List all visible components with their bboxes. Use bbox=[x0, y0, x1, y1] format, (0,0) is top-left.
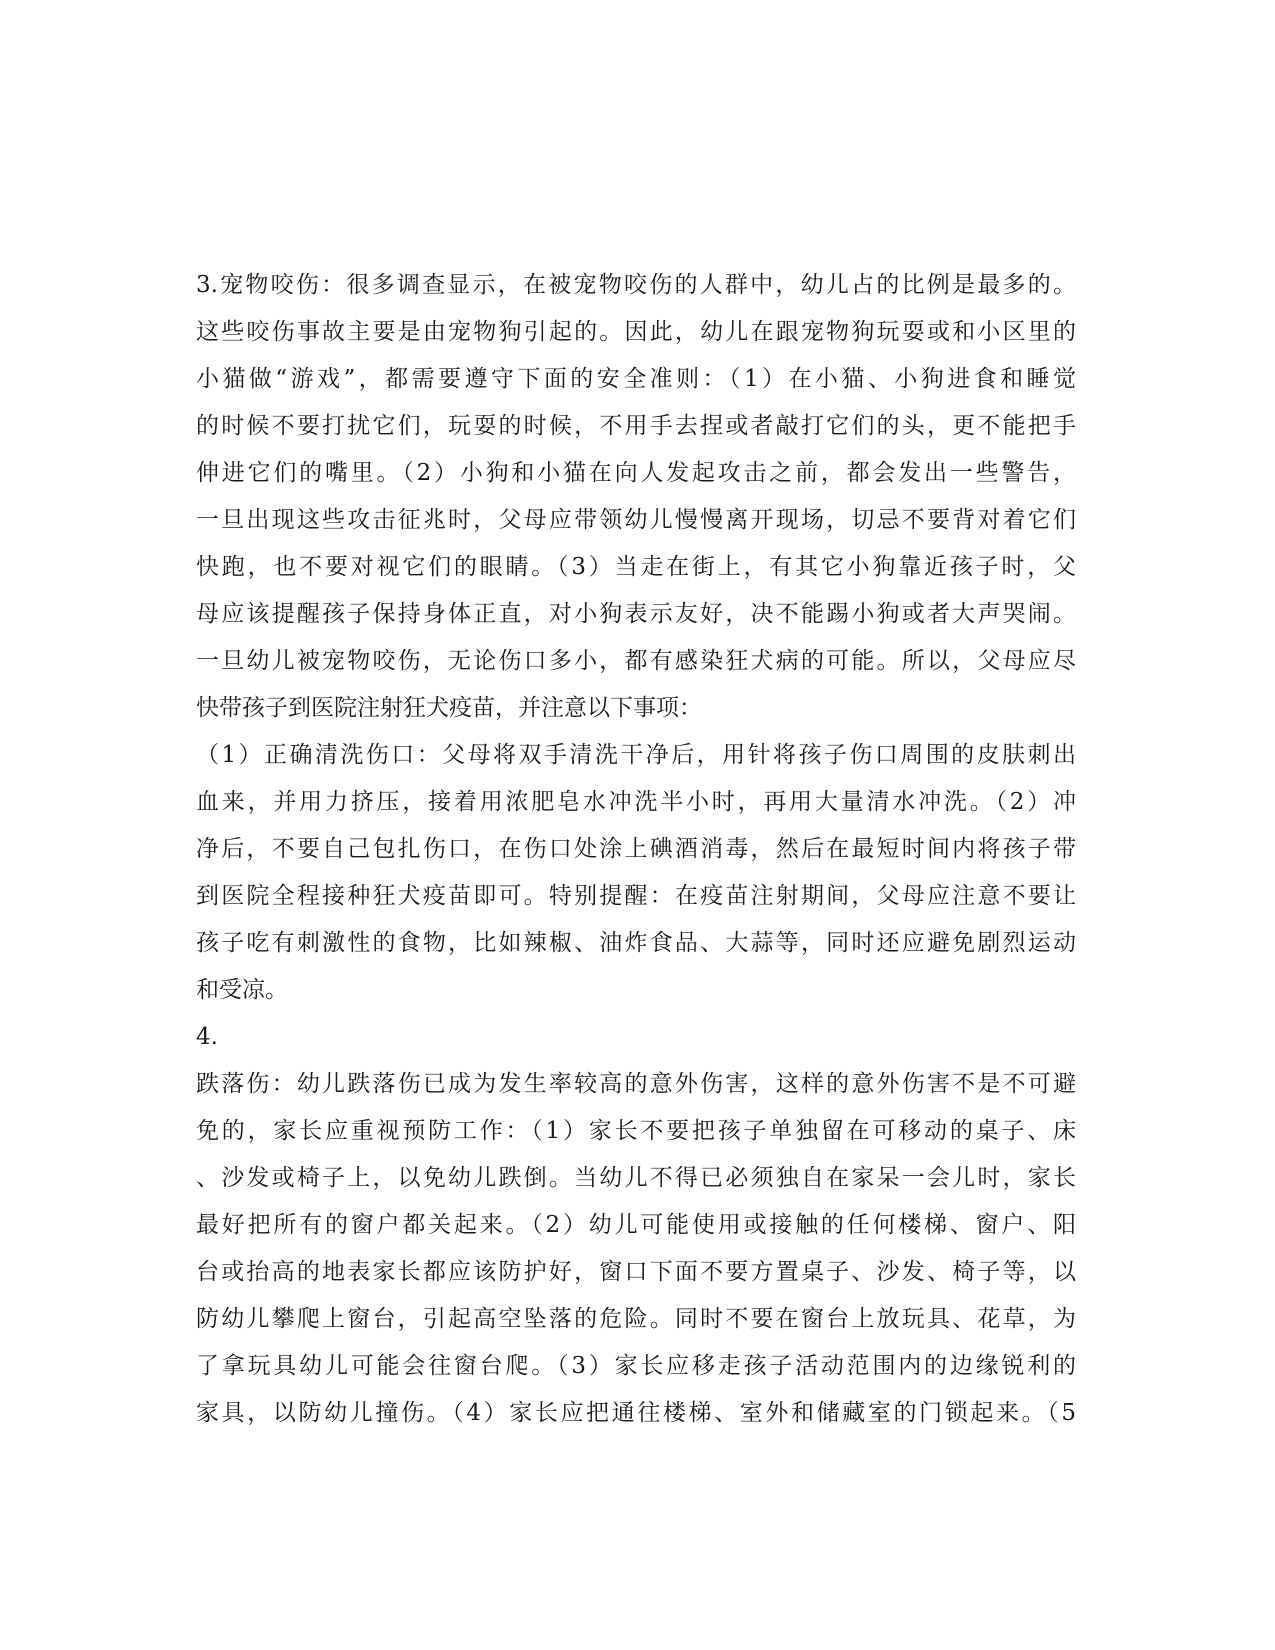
text-line: 3.宠物咬伤：很多调查显示，在被宠物咬伤的人群中，幼儿占的比例是最多的。 bbox=[196, 272, 1076, 298]
text-line: 、沙发或椅子上，以免幼儿跌倒。当幼儿不得已必须独自在家呆一会儿时，家长 bbox=[196, 1165, 1076, 1191]
text-line: 台或抬高的地表家长都应该防护好，窗口下面不要方置桌子、沙发、椅子等，以 bbox=[196, 1259, 1076, 1285]
text-line: 一旦出现这些攻击征兆时，父母应带领幼儿慢慢离开现场，切忌不要背对着它们 bbox=[196, 507, 1076, 533]
text-line: 母应该提醒孩子保持身体正直，对小狗表示友好，决不能踢小狗或者大声哭闹。 bbox=[196, 601, 1076, 627]
text-line: （1）正确清洗伤口：父母将双手清洗干净后，用针将孩子伤口周围的皮肤刺出 bbox=[196, 742, 1076, 768]
text-line: 跌落伤：幼儿跌落伤已成为发生率较高的意外伤害，这样的意外伤害不是不可避 bbox=[196, 1071, 1076, 1097]
text-line: 到医院全程接种狂犬疫苗即可。特别提醒：在疫苗注射期间，父母应注意不要让 bbox=[196, 883, 1076, 909]
text-line: 了拿玩具幼儿可能会往窗台爬。（3）家长应移走孩子活动范围内的边缘锐利的 bbox=[196, 1353, 1076, 1379]
text-line: 这些咬伤事故主要是由宠物狗引起的。因此，幼儿在跟宠物狗玩耍或和小区里的 bbox=[196, 319, 1076, 345]
text-line: 和受凉。 bbox=[196, 977, 288, 1003]
text-line: 血来，并用力挤压，接着用浓肥皂水冲洗半小时，再用大量清水冲洗。（2）冲 bbox=[196, 789, 1076, 815]
text-line: 小猫做“游戏”，都需要遵守下面的安全准则：（1）在小猫、小狗进食和睡觉 bbox=[196, 366, 1076, 392]
text-line: 快带孩子到医院注射狂犬疫苗，并注意以下事项： bbox=[196, 695, 702, 721]
text-line: 最好把所有的窗户都关起来。（2）幼儿可能使用或接触的任何楼梯、窗户、阳 bbox=[196, 1212, 1076, 1238]
text-line: 孩子吃有刺激性的食物，比如辣椒、油炸食品、大蒜等，同时还应避免剧烈运动 bbox=[196, 930, 1076, 956]
text-line: 防幼儿攀爬上窗台，引起高空坠落的危险。同时不要在窗台上放玩具、花草，为 bbox=[196, 1306, 1076, 1332]
text-line: 免的，家长应重视预防工作：（1）家长不要把孩子单独留在可移动的桌子、床 bbox=[196, 1118, 1076, 1144]
text-line: 的时候不要打扰它们，玩耍的时候，不用手去捏或者敲打它们的头，更不能把手 bbox=[196, 413, 1076, 439]
text-line: 伸进它们的嘴里。（2）小狗和小猫在向人发起攻击之前，都会发出一些警告， bbox=[196, 460, 1076, 486]
body-text bbox=[196, 262, 1076, 1437]
text-line: 净后，不要自己包扎伤口，在伤口处涂上碘酒消毒，然后在最短时间内将孩子带 bbox=[196, 836, 1076, 862]
section-number: 4. bbox=[196, 1024, 218, 1050]
text-line: 家具，以防幼儿撞伤。（4）家长应把通往楼梯、室外和储藏室的门锁起来。（5 bbox=[196, 1400, 1076, 1426]
text-line: 快跑，也不要对视它们的眼睛。（3）当走在街上，有其它小狗靠近孩子时，父 bbox=[196, 554, 1076, 580]
text-line: 一旦幼儿被宠物咬伤，无论伤口多小，都有感染狂犬病的可能。所以，父母应尽 bbox=[196, 648, 1076, 674]
